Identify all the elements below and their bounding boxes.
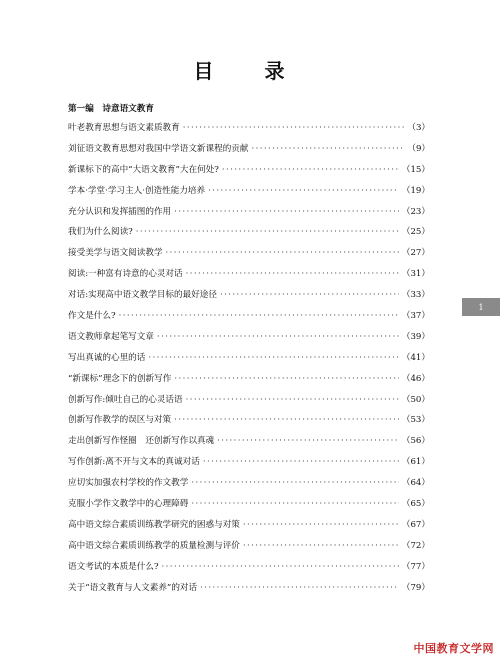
toc-entry[interactable] [68, 121, 430, 142]
toc-entry-title: 学本·学堂·学习主人·创造性能力培养 [68, 185, 206, 196]
toc-entry[interactable] [68, 225, 430, 246]
toc-entry-title: 关于“语文教育与人文素养”的对话 [68, 582, 198, 593]
toc-entry-page: （79） [401, 582, 430, 593]
toc-entry-page: （64） [401, 478, 430, 489]
dot-leader [208, 186, 399, 196]
toc-entry-page: （33） [401, 290, 430, 301]
toc-entry-title: 走出创新写作怪圈 还创新写作以真魂 [68, 436, 215, 447]
toc-entry-title: 叶老教育思想与语文素质教育 [68, 123, 180, 133]
dot-leader [148, 353, 399, 363]
toc-entry-title: 高中语文综合素质训练教学研究的困惑与对策 [68, 519, 240, 530]
toc-entry-title: 语文教师拿起笔写文章 [68, 331, 154, 342]
toc-entry[interactable] [68, 497, 430, 518]
toc-entry-page: （46） [401, 373, 430, 384]
toc-entry[interactable] [68, 142, 430, 163]
toc-entry-title: 语文考试的本质是什么? [68, 561, 159, 572]
toc-entry-title: 作文是什么? [68, 311, 116, 322]
toc-entry-page: （61） [401, 457, 430, 468]
toc-entry-title: 我们为什么阅读? [68, 227, 133, 238]
toc-entry-page: （25） [401, 227, 430, 238]
dot-leader [186, 269, 399, 279]
toc-entry[interactable] [68, 288, 430, 309]
toc-entry-page: （41） [401, 352, 430, 363]
toc-entry[interactable] [68, 560, 430, 581]
toc-entry-page: （65） [401, 499, 430, 510]
toc-entry-page: （3） [407, 123, 430, 133]
toc-entry-title: “新课标”理念下的创新写作 [68, 373, 172, 384]
toc-entry[interactable] [68, 330, 430, 351]
toc-entry[interactable] [68, 246, 430, 267]
toc-entry-page: （19） [401, 185, 430, 196]
dot-leader [200, 583, 399, 593]
toc-entry-page: （37） [401, 311, 430, 322]
toc-entry[interactable] [68, 434, 430, 455]
toc-entry-page: （72） [401, 540, 430, 551]
dot-leader [186, 395, 399, 405]
toc-entry-title: 应切实加强农村学校的作文教学 [68, 478, 189, 489]
toc-entry-title: 写作创新:离不开与文本的真诚对话 [68, 457, 200, 468]
toc-entry-page: （53） [401, 415, 430, 426]
toc-entry-title: 创新写作教学的误区与对策 [68, 415, 172, 426]
section-heading: 第一编 诗意语文教育 [68, 104, 154, 114]
page-title: 目 录 [193, 59, 307, 83]
toc-entry[interactable] [68, 205, 430, 226]
toc-entry-title: 新课标下的高中“大语文教育”大在何处? [68, 164, 219, 175]
watermark-logo: 中国教育文学网 [413, 642, 494, 655]
toc-entry-title: 写出真诚的心里的话 [68, 352, 146, 363]
dot-leader [251, 144, 404, 154]
toc-entry[interactable] [68, 351, 430, 372]
toc-entry-page: （23） [401, 206, 430, 217]
table-of-contents [68, 121, 430, 601]
toc-entry-title: 接受美学与语文阅读教学 [68, 248, 163, 259]
toc-entry-page: （27） [401, 248, 430, 259]
toc-entry-page: （39） [401, 331, 430, 342]
dot-leader [220, 290, 399, 300]
toc-entry[interactable] [68, 393, 430, 414]
dot-leader [191, 478, 399, 488]
toc-entry-title: 创新写作:倾吐自己的心灵话语 [68, 394, 183, 405]
toc-entry[interactable] [68, 309, 430, 330]
toc-entry-title: 充分认识和发挥插图的作用 [68, 206, 172, 217]
dot-leader [174, 374, 399, 384]
dot-leader [157, 332, 399, 342]
toc-entry[interactable] [68, 267, 430, 288]
toc-entry-title: 高中语文综合素质训练教学的质量检测与评价 [68, 540, 240, 551]
toc-entry[interactable] [68, 184, 430, 205]
dot-leader [243, 541, 399, 551]
dot-leader [162, 562, 399, 572]
page-number-tab: 1 [462, 298, 500, 316]
dot-leader [174, 207, 399, 217]
toc-entry-page: （56） [401, 436, 430, 447]
toc-entry-page: （9） [407, 143, 430, 154]
toc-entry[interactable] [68, 455, 430, 476]
dot-leader [191, 499, 399, 509]
toc-entry-page: （77） [401, 561, 430, 572]
toc-entry-page: （15） [401, 164, 430, 175]
toc-entry-title: 刘征语文教育思想对我国中学语文新课程的贡献 [68, 143, 249, 154]
dot-leader [217, 436, 399, 446]
dot-leader [136, 227, 399, 237]
toc-entry-title: 克服小学作文教学中的心理障碍 [68, 499, 189, 510]
dot-leader [183, 123, 405, 133]
toc-entry-title: 阅读:一种富有诗意的心灵对话 [68, 269, 183, 280]
dot-leader [166, 248, 399, 258]
dot-leader [222, 165, 399, 175]
toc-entry[interactable] [68, 581, 430, 602]
dot-leader [119, 311, 399, 321]
toc-entry[interactable] [68, 163, 430, 184]
toc-entry-page: （31） [401, 269, 430, 280]
toc-entry-title: 对话:实现高中语文教学目标的最好途径 [68, 290, 217, 301]
toc-entry-page: （50） [401, 394, 430, 405]
toc-entry-page: （67） [401, 519, 430, 530]
dot-leader [243, 520, 399, 530]
toc-entry[interactable] [68, 539, 430, 560]
toc-entry[interactable] [68, 476, 430, 497]
dot-leader [203, 457, 399, 467]
dot-leader [174, 415, 399, 425]
toc-entry[interactable] [68, 372, 430, 393]
toc-entry[interactable] [68, 518, 430, 539]
toc-entry[interactable] [68, 413, 430, 434]
